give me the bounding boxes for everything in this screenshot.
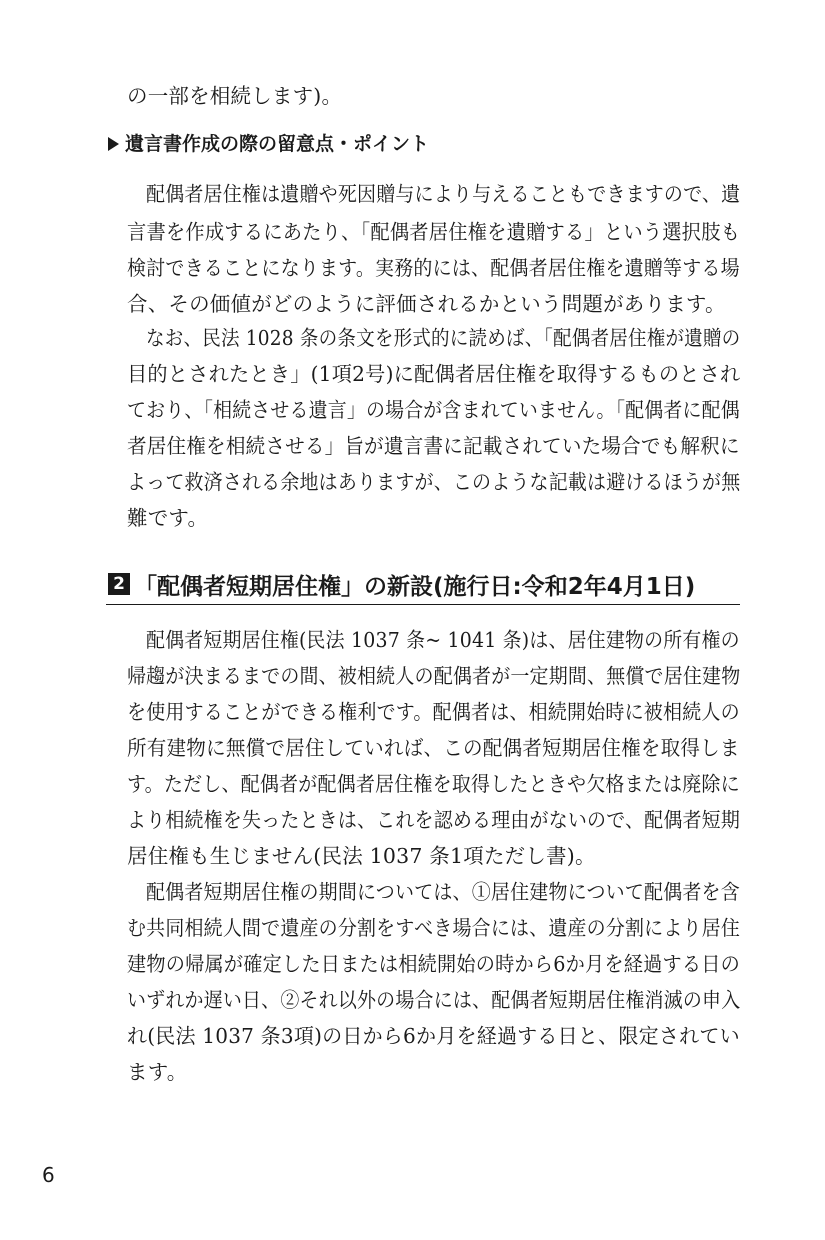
triangle-bullet-icon xyxy=(108,137,119,151)
section-underline xyxy=(106,604,740,605)
body-text-line: より相続権を失ったときは、これを認める理由がないので、配偶者短期 xyxy=(127,808,741,832)
body-text-line: す。ただし、配偶者が配偶者居住権を取得したときや欠格または廃除に xyxy=(127,772,740,796)
section-number-badge: 2 xyxy=(108,573,130,595)
body-text-line: れ(民法 1037 条3項)の日から6か月を経過する日と、限定されてい xyxy=(127,1024,740,1048)
subheading xyxy=(108,130,429,158)
body-text-line: 検討できることになります。実務的には、配偶者居住権を遺贈等する場 xyxy=(127,256,740,280)
body-text-line: む共同相続人間で遺産の分割をすべき場合には、遺産の分割により居住 xyxy=(127,916,741,940)
body-text-line: 言書を作成するにあたり、「配偶者居住権を遺贈する」という選択肢も xyxy=(127,220,741,244)
body-text-line: 合、その価値がどのように評価されるかという問題があります。 xyxy=(127,292,726,316)
body-text-line: 配偶者短期居住権の期間については、①居住建物について配偶者を含 xyxy=(146,880,740,904)
page-number: 6 xyxy=(42,1163,55,1187)
body-text-line: 所有建物に無償で居住していれば、この配偶者短期居住権を取得しま xyxy=(127,736,740,760)
body-text-line: 者居住権を相続させる」旨が遺言書に記載されていた場合でも解釈に xyxy=(127,434,740,458)
body-text-line: 居住権も生じません(民法 1037 条1項ただし書)。 xyxy=(127,844,596,868)
section-heading xyxy=(108,566,740,602)
body-text-line: 難です。 xyxy=(127,506,209,530)
body-text-line: を使用することができる権利です。配偶者は、相続開始時に被相続人の xyxy=(127,700,740,724)
body-text-line: よって救済される余地はありますが、このような記載は避けるほうが無 xyxy=(127,470,741,494)
body-text-line: いずれか遅い日、②それ以外の場合には、配偶者短期居住権消滅の申入 xyxy=(127,988,741,1012)
body-text-line: ており、「相続させる遺言」の場合が含まれていません。「配偶者に配偶 xyxy=(127,398,740,422)
section-title: 「配偶者短期居住権」の新設(施行日:令和2年4月1日) xyxy=(134,573,696,600)
body-text-line: の一部を相続します)。 xyxy=(127,84,343,108)
body-text-line: 目的とされたとき」(1項2号)に配偶者居住権を取得するものとされ xyxy=(127,362,741,386)
subheading-text: 遺言書作成の際の留意点・ポイント xyxy=(125,133,430,155)
body-text-line: 帰趨が決まるまでの間、被相続人の配偶者が一定期間、無償で居住建物 xyxy=(127,664,741,688)
body-text-line: 建物の帰属が確定した日または相続開始の時から6か月を経過する日の xyxy=(127,952,740,976)
body-text-line: 配偶者短期居住権(民法 1037 条~ 1041 条)は、居住建物の所有権の xyxy=(146,628,740,652)
body-text-line: 配偶者居住権は遺贈や死因贈与により与えることもできますので、遺 xyxy=(146,182,741,206)
body-text-line: ます。 xyxy=(127,1060,188,1084)
body-text-line: なお、民法 1028 条の条文を形式的に読めば、「配偶者居住権が遺贈の xyxy=(146,326,741,350)
